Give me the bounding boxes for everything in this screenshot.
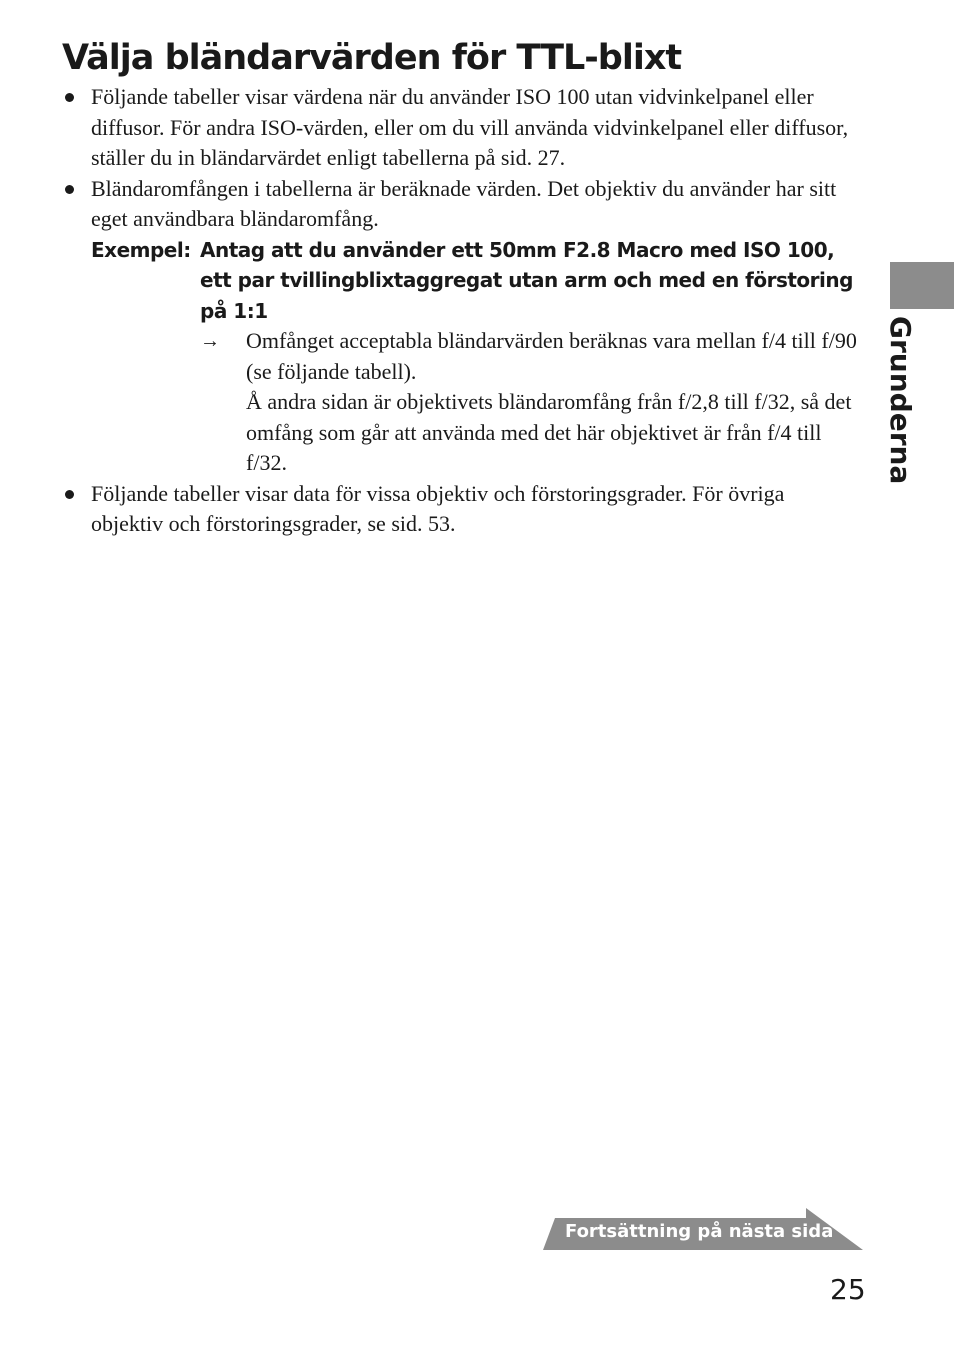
bullet-item: [62, 479, 862, 540]
continue-banner: [543, 1208, 865, 1250]
bullet-list: [62, 82, 862, 540]
bullet-item: [62, 82, 862, 174]
result-text-1: Omfånget acceptabla bländarvärden beräknas vara mellan f/4 till f/90 (se följande tabell).: [246, 328, 857, 384]
page-number: 25: [830, 1273, 866, 1306]
result-text-2: Å andra sidan är objektivets bländaromfång från f/2,8 till f/32, så det omfång som går att använda med det här objektivet är från f/4 till f/32.: [246, 389, 852, 475]
example-result: [200, 326, 862, 479]
section-tab-marker: [890, 262, 954, 309]
continue-label: Fortsättning på nästa sida: [565, 1221, 834, 1242]
arrow-right-icon: →: [200, 330, 220, 352]
example-label: Exempel:: [91, 237, 191, 262]
example-block: [91, 235, 862, 479]
bullet-dot-icon: [65, 490, 74, 499]
example-text: Antag att du använder ett 50mm F2.8 Macro med ISO 100, ett par tvillingblixtaggregat utan arm och med en förstoring på 1:1: [200, 237, 853, 323]
bullet-dot-icon: [65, 93, 74, 102]
bullet-dot-icon: [65, 185, 74, 194]
bullet-text: Följande tabeller visar värdena när du använder ISO 100 utan vidvinkelpanel eller diffusor. För andra ISO-värden, eller om du vill använda vidvinkelpanel eller diffusor, ställer du in bländarvärdet enligt tabellerna på sid. 27.: [91, 84, 849, 170]
section-label: Grunderna: [884, 316, 917, 485]
bullet-item: [62, 174, 862, 235]
bullet-text: Bländaromfången i tabellerna är beräknade värden. Det objektiv du använder har sitt eget användbara bländaromfång.: [91, 175, 837, 231]
bullet-text: Följande tabeller visar data för vissa objektiv och förstoringsgrader. För övriga objektiv och förstoringsgrader, se sid. 53.: [91, 480, 785, 536]
page-title: Välja bländarvärden för TTL-blixt: [62, 38, 682, 78]
